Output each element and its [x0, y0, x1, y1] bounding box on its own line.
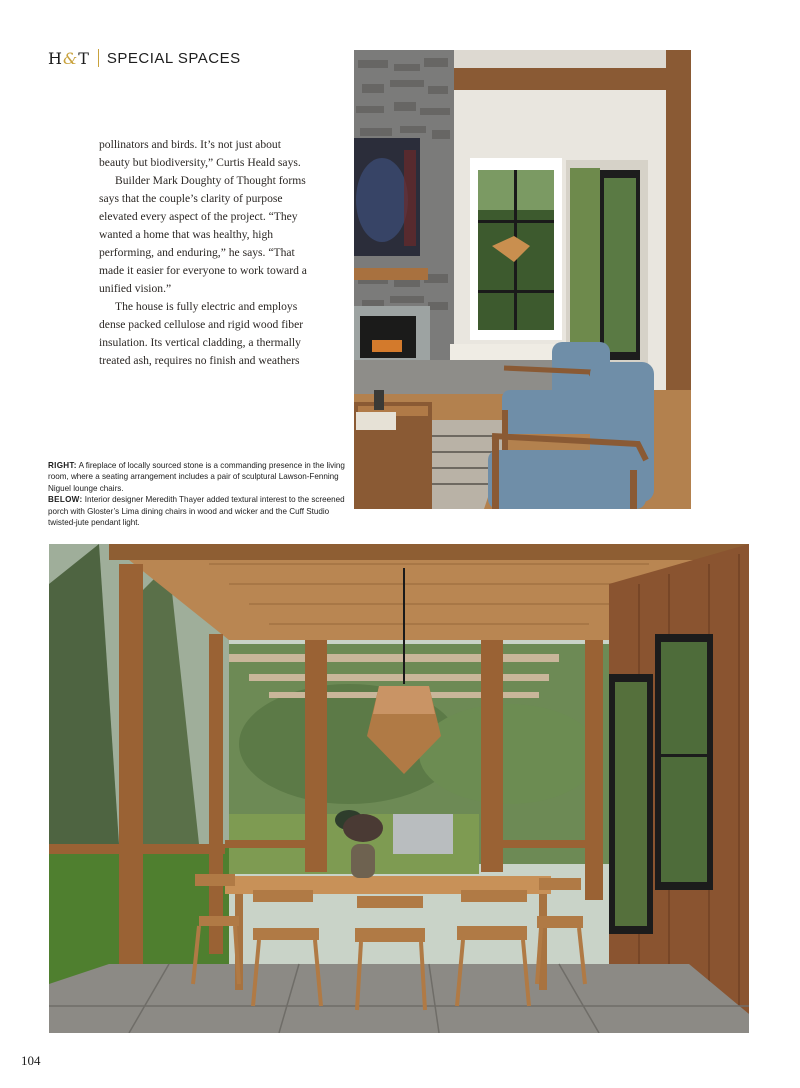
caption-right-text: A fireplace of locally sourced stone is a commanding presence in the living room, where a seating arrangement includes a pair of sculptural Lawson-Fenning Niguel lounge chairs.: [48, 461, 345, 493]
caption-below: [48, 494, 348, 528]
photo-caption: [48, 460, 348, 528]
caption-right: [48, 460, 348, 494]
caption-right-label: RIGHT:: [48, 461, 77, 470]
body-paragraph: pollinators and birds. It’s not just about beauty but biodiversity,” Curtis Heald says.: [99, 138, 301, 169]
page-header: [48, 48, 241, 68]
section-title: SPECIAL SPACES: [106, 49, 241, 67]
caption-below-text: Interior designer Meredith Thayer added textural interest to the screened porch with Gloster’s Lima dining chairs in wood and wicker and the Cuff Studio twisted-jute pendant light.: [48, 495, 345, 528]
page-number: 104: [21, 1053, 41, 1068]
header-divider: [98, 49, 99, 67]
article-body: [99, 136, 309, 370]
body-paragraph: Builder Mark Doughty of Thought forms says that the couple’s clarity of purpose elevated every aspect of the project. “They wanted a home that was healthy, high performing, and enduring,” he says. “That made it easier for everyone to work toward a unified vision.”: [99, 174, 307, 295]
body-paragraph: The house is fully electric and employs dense packed cellulose and rigid wood fiber insulation. Its vertical cladding, a thermally treated ash, requires no finish and weathers: [99, 300, 304, 367]
screened-porch-photo: [49, 544, 749, 1033]
magazine-logo: H&T: [48, 48, 90, 68]
caption-below-label: BELOW:: [48, 495, 83, 505]
living-room-photo: [354, 50, 691, 509]
